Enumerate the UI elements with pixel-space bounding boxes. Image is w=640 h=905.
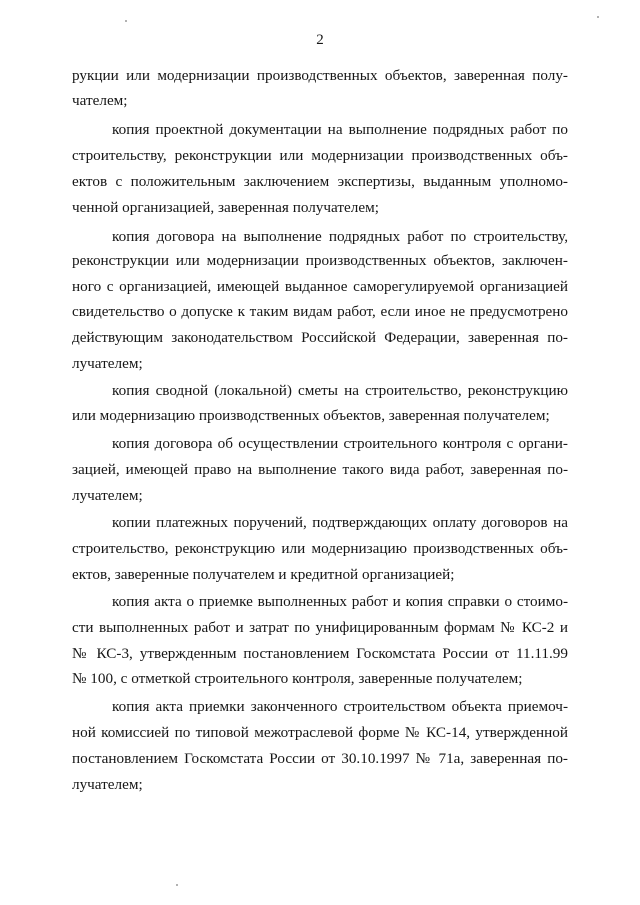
text-line: № 100, с отметкой строительного контроля, заверенные получателем; bbox=[72, 670, 523, 687]
text-line: ектов с положительным заключением экспертизы, выданным уполномо- bbox=[72, 173, 568, 190]
paragraph-first-line: копии платежных поручений, подтверждающих оплату договоров на bbox=[112, 514, 568, 531]
text-line: лучателем; bbox=[72, 355, 143, 372]
scan-speck bbox=[597, 16, 599, 18]
paragraph-first-line: копия акта приемки законченного строительством объекта приемоч- bbox=[112, 698, 568, 715]
text-line: или модернизацию производственных объектов, заверенная получателем; bbox=[72, 407, 550, 424]
text-line: строительство, реконструкцию или модернизацию производственных объ- bbox=[72, 540, 568, 557]
scan-speck bbox=[176, 884, 178, 886]
paragraph-first-line: копия договора об осуществлении строительного контроля с органи- bbox=[112, 435, 568, 452]
paragraph-first-line: копия договора на выполнение подрядных работ по строительству, bbox=[112, 228, 568, 245]
paragraph-first-line: копия акта о приемке выполненных работ и копия справки о стоимо- bbox=[112, 593, 568, 610]
text-line: лучателем; bbox=[72, 776, 143, 793]
text-line: № КС-3, утвержденным постановлением Госкомстата России от 11.11.99 bbox=[72, 645, 568, 662]
text-line: ектов, заверенные получателем и кредитной организацией; bbox=[72, 566, 455, 583]
text-line: реконструкции или модернизации производственных объектов, заключен- bbox=[72, 252, 568, 269]
text-line: строительству, реконструкции или модернизации производственных объ- bbox=[72, 147, 568, 164]
page-number: 2 bbox=[316, 32, 324, 48]
text-line: чателем; bbox=[72, 92, 128, 109]
text-line: зацией, имеющей право на выполнение такого вида работ, заверенная по- bbox=[72, 461, 568, 478]
text-line: ного с организацией, имеющей выданное саморегулируемой организацией bbox=[72, 278, 568, 295]
paragraph-first-line: копия сводной (локальной) сметы на строительство, реконструкцию bbox=[112, 382, 568, 399]
text-line: ной комиссией по типовой межотраслевой форме № КС-14, утвержденной bbox=[72, 724, 568, 741]
text-line: лучателем; bbox=[72, 487, 143, 504]
text-line: свидетельство о допуске к таким видам работ, если иное не предусмотрено bbox=[72, 303, 568, 320]
text-line: сти выполненных работ и затрат по унифицированным формам № КС-2 и bbox=[72, 619, 568, 636]
text-line: рукции или модернизации производственных объектов, заверенная полу- bbox=[72, 67, 568, 84]
text-line: ченной организацией, заверенная получателем; bbox=[72, 199, 379, 216]
text-line: действующим законодательством Российской Федерации, заверенная по- bbox=[72, 329, 568, 346]
text-line: постановлением Госкомстата России от 30.10.1997 № 71а, заверенная по- bbox=[72, 750, 568, 767]
scan-speck bbox=[125, 20, 127, 22]
paragraph-first-line: копия проектной документации на выполнение подрядных работ по bbox=[112, 121, 568, 138]
